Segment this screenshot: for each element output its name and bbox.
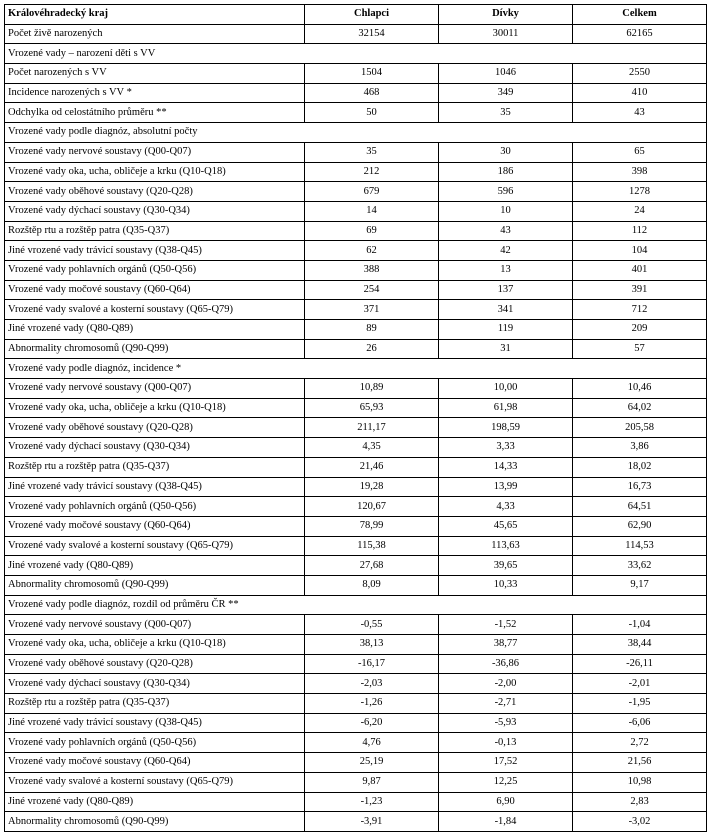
cell-girls: -36,86: [439, 654, 573, 674]
cell-total: -3,02: [573, 812, 707, 832]
cell-girls: 4,33: [439, 497, 573, 517]
cell-total: 2,72: [573, 733, 707, 753]
table-row: [5, 792, 707, 812]
cell-boys: 4,35: [305, 438, 439, 458]
cell-total: 21,56: [573, 753, 707, 773]
cell-total: 410: [573, 83, 707, 103]
cell-boys: 21,46: [305, 457, 439, 477]
row-label: Jiné vrozené vady trávicí soustavy (Q38-Q45): [5, 713, 305, 733]
table-row: [5, 320, 707, 340]
cell-boys: -2,03: [305, 674, 439, 694]
cell-girls: 30011: [439, 24, 573, 44]
table-row: [5, 536, 707, 556]
cell-total: 33,62: [573, 556, 707, 576]
row-label: Vrozené vady oběhové soustavy (Q20-Q28): [5, 182, 305, 202]
row-label: Vrozené vady oka, ucha, obličeje a krku (Q10-Q18): [5, 398, 305, 418]
cell-total: 62165: [573, 24, 707, 44]
table-row: [5, 182, 707, 202]
section-label: Vrozené vady podle diagnóz, rozdíl od průměru ČR **: [5, 595, 707, 615]
row-label: Rozštěp rtu a rozštěp patra (Q35-Q37): [5, 221, 305, 241]
row-label: Abnormality chromosomů (Q90-Q99): [5, 812, 305, 832]
cell-boys: 78,99: [305, 516, 439, 536]
cell-boys: 254: [305, 280, 439, 300]
table-row: [5, 497, 707, 517]
table-row: [5, 674, 707, 694]
table-row: [5, 83, 707, 103]
cell-boys: 679: [305, 182, 439, 202]
table-row: [5, 556, 707, 576]
header-girls: Dívky: [439, 5, 573, 25]
row-label: Vrozené vady močové soustavy (Q60-Q64): [5, 516, 305, 536]
cell-girls: 30: [439, 142, 573, 162]
section-row: [5, 595, 707, 615]
section-label: Vrozené vady podle diagnóz, absolutní počty: [5, 123, 707, 143]
cell-girls: 14,33: [439, 457, 573, 477]
cell-boys: 115,38: [305, 536, 439, 556]
cell-girls: 13,99: [439, 477, 573, 497]
row-label: Abnormality chromosomů (Q90-Q99): [5, 575, 305, 595]
cell-boys: 32154: [305, 24, 439, 44]
cell-total: 114,53: [573, 536, 707, 556]
cell-boys: 26: [305, 339, 439, 359]
row-label: Vrozené vady oka, ucha, obličeje a krku (Q10-Q18): [5, 635, 305, 655]
cell-total: 43: [573, 103, 707, 123]
table-row: [5, 398, 707, 418]
cell-boys: 10,89: [305, 379, 439, 399]
cell-boys: 468: [305, 83, 439, 103]
cell-boys: 371: [305, 300, 439, 320]
row-label: Vrozené vady svalové a kosterní soustavy (Q65-Q79): [5, 300, 305, 320]
cell-total: 57: [573, 339, 707, 359]
cell-boys: -1,26: [305, 694, 439, 714]
cell-boys: 27,68: [305, 556, 439, 576]
row-label: Vrozené vady dýchací soustavy (Q30-Q34): [5, 201, 305, 221]
row-label: Vrozené vady močové soustavy (Q60-Q64): [5, 280, 305, 300]
cell-boys: 25,19: [305, 753, 439, 773]
cell-total: -2,01: [573, 674, 707, 694]
row-label: Rozštěp rtu a rozštěp patra (Q35-Q37): [5, 694, 305, 714]
table-body: [5, 24, 707, 831]
header-row: [5, 5, 707, 25]
table-row: [5, 733, 707, 753]
row-label: Abnormality chromosomů (Q90-Q99): [5, 339, 305, 359]
cell-girls: 596: [439, 182, 573, 202]
row-label: Vrozené vady pohlavních orgánů (Q50-Q56): [5, 497, 305, 517]
cell-girls: 39,65: [439, 556, 573, 576]
cell-girls: -5,93: [439, 713, 573, 733]
cell-total: 64,02: [573, 398, 707, 418]
row-label: Jiné vrozené vady trávicí soustavy (Q38-Q45): [5, 241, 305, 261]
cell-girls: -2,71: [439, 694, 573, 714]
row-label: Počet živě narozených: [5, 24, 305, 44]
cell-boys: 212: [305, 162, 439, 182]
row-label: Vrozené vady pohlavních orgánů (Q50-Q56): [5, 260, 305, 280]
section-label: Vrozené vady – narození děti s VV: [5, 44, 707, 64]
cell-total: 16,73: [573, 477, 707, 497]
cell-total: 112: [573, 221, 707, 241]
header-total: Celkem: [573, 5, 707, 25]
cell-boys: 120,67: [305, 497, 439, 517]
cell-girls: 113,63: [439, 536, 573, 556]
cell-girls: 17,52: [439, 753, 573, 773]
cell-total: 2550: [573, 64, 707, 84]
cell-boys: 65,93: [305, 398, 439, 418]
cell-girls: -2,00: [439, 674, 573, 694]
cell-girls: 10: [439, 201, 573, 221]
cell-boys: 14: [305, 201, 439, 221]
table-row: [5, 812, 707, 832]
cell-boys: 211,17: [305, 418, 439, 438]
row-label: Rozštěp rtu a rozštěp patra (Q35-Q37): [5, 457, 305, 477]
cell-total: 712: [573, 300, 707, 320]
section-row: [5, 123, 707, 143]
table-row: [5, 772, 707, 792]
cell-girls: 38,77: [439, 635, 573, 655]
cell-total: 3,86: [573, 438, 707, 458]
cell-girls: 12,25: [439, 772, 573, 792]
cell-boys: 9,87: [305, 772, 439, 792]
cell-boys: 8,09: [305, 575, 439, 595]
row-label: Jiné vrozené vady trávicí soustavy (Q38-Q45): [5, 477, 305, 497]
cell-girls: 10,00: [439, 379, 573, 399]
row-label: Incidence narozených s VV *: [5, 83, 305, 103]
cell-girls: 13: [439, 260, 573, 280]
cell-total: 10,98: [573, 772, 707, 792]
cell-girls: 42: [439, 241, 573, 261]
table-row: [5, 615, 707, 635]
row-label: Vrozené vady svalové a kosterní soustavy (Q65-Q79): [5, 772, 305, 792]
cell-total: 209: [573, 320, 707, 340]
cell-boys: 69: [305, 221, 439, 241]
table-row: [5, 241, 707, 261]
cell-girls: 6,90: [439, 792, 573, 812]
table-row: [5, 575, 707, 595]
cell-boys: -1,23: [305, 792, 439, 812]
row-label: Vrozené vady svalové a kosterní soustavy (Q65-Q79): [5, 536, 305, 556]
section-row: [5, 44, 707, 64]
row-label: Vrozené vady močové soustavy (Q60-Q64): [5, 753, 305, 773]
table-row: [5, 280, 707, 300]
table-row: [5, 379, 707, 399]
cell-girls: 119: [439, 320, 573, 340]
cell-girls: -1,84: [439, 812, 573, 832]
table-row: [5, 457, 707, 477]
cell-girls: 31: [439, 339, 573, 359]
table-row: [5, 201, 707, 221]
cell-girls: 1046: [439, 64, 573, 84]
row-label: Vrozené vady dýchací soustavy (Q30-Q34): [5, 674, 305, 694]
cell-girls: 349: [439, 83, 573, 103]
table-row: [5, 654, 707, 674]
cell-girls: 198,59: [439, 418, 573, 438]
cell-girls: 3,33: [439, 438, 573, 458]
table-row: [5, 694, 707, 714]
cell-total: 104: [573, 241, 707, 261]
table-row: [5, 260, 707, 280]
cell-girls: 35: [439, 103, 573, 123]
row-label: Vrozené vady oběhové soustavy (Q20-Q28): [5, 654, 305, 674]
table-row: [5, 221, 707, 241]
cell-total: 64,51: [573, 497, 707, 517]
table-row: [5, 64, 707, 84]
table-row: [5, 339, 707, 359]
cell-girls: 43: [439, 221, 573, 241]
cell-boys: 50: [305, 103, 439, 123]
cell-boys: 388: [305, 260, 439, 280]
cell-boys: 89: [305, 320, 439, 340]
cell-total: 62,90: [573, 516, 707, 536]
cell-girls: 45,65: [439, 516, 573, 536]
table-row: [5, 300, 707, 320]
row-label: Vrozené vady nervové soustavy (Q00-Q07): [5, 615, 305, 635]
cell-total: 1278: [573, 182, 707, 202]
row-label: Vrozené vady pohlavních orgánů (Q50-Q56): [5, 733, 305, 753]
cell-boys: 1504: [305, 64, 439, 84]
cell-girls: 186: [439, 162, 573, 182]
cell-total: 401: [573, 260, 707, 280]
cell-total: -1,04: [573, 615, 707, 635]
cell-total: 9,17: [573, 575, 707, 595]
cell-total: 391: [573, 280, 707, 300]
cell-girls: 341: [439, 300, 573, 320]
row-label: Odchylka od celostátního průměru **: [5, 103, 305, 123]
congenital-defects-table: [4, 4, 707, 832]
cell-total: 38,44: [573, 635, 707, 655]
cell-total: 2,83: [573, 792, 707, 812]
table-row: [5, 753, 707, 773]
section-label: Vrozené vady podle diagnóz, incidence *: [5, 359, 707, 379]
row-label: Jiné vrozené vady (Q80-Q89): [5, 556, 305, 576]
row-label: Vrozené vady oka, ucha, obličeje a krku (Q10-Q18): [5, 162, 305, 182]
cell-total: 65: [573, 142, 707, 162]
cell-boys: -6,20: [305, 713, 439, 733]
table-row: [5, 713, 707, 733]
table-row: [5, 24, 707, 44]
cell-girls: 10,33: [439, 575, 573, 595]
table-row: [5, 142, 707, 162]
row-label: Vrozené vady oběhové soustavy (Q20-Q28): [5, 418, 305, 438]
cell-boys: -0,55: [305, 615, 439, 635]
cell-boys: 62: [305, 241, 439, 261]
table-row: [5, 103, 707, 123]
row-label: Vrozené vady nervové soustavy (Q00-Q07): [5, 379, 305, 399]
table-row: [5, 635, 707, 655]
header-boys: Chlapci: [305, 5, 439, 25]
cell-total: 10,46: [573, 379, 707, 399]
cell-boys: -16,17: [305, 654, 439, 674]
cell-total: 205,58: [573, 418, 707, 438]
cell-girls: 61,98: [439, 398, 573, 418]
cell-girls: 137: [439, 280, 573, 300]
table-row: [5, 438, 707, 458]
cell-girls: -0,13: [439, 733, 573, 753]
row-label: Jiné vrozené vady (Q80-Q89): [5, 320, 305, 340]
table-row: [5, 477, 707, 497]
row-label: Vrozené vady dýchací soustavy (Q30-Q34): [5, 438, 305, 458]
cell-boys: -3,91: [305, 812, 439, 832]
table-row: [5, 162, 707, 182]
cell-total: 24: [573, 201, 707, 221]
table-row: [5, 516, 707, 536]
cell-total: -26,11: [573, 654, 707, 674]
cell-total: -6,06: [573, 713, 707, 733]
cell-total: 398: [573, 162, 707, 182]
cell-boys: 38,13: [305, 635, 439, 655]
row-label: Jiné vrozené vady (Q80-Q89): [5, 792, 305, 812]
cell-boys: 35: [305, 142, 439, 162]
cell-boys: 4,76: [305, 733, 439, 753]
cell-total: 18,02: [573, 457, 707, 477]
section-row: [5, 359, 707, 379]
cell-total: -1,95: [573, 694, 707, 714]
row-label: Vrozené vady nervové soustavy (Q00-Q07): [5, 142, 305, 162]
header-region: Královéhradecký kraj: [5, 5, 305, 25]
cell-boys: 19,28: [305, 477, 439, 497]
row-label: Počet narozených s VV: [5, 64, 305, 84]
table-row: [5, 418, 707, 438]
cell-girls: -1,52: [439, 615, 573, 635]
